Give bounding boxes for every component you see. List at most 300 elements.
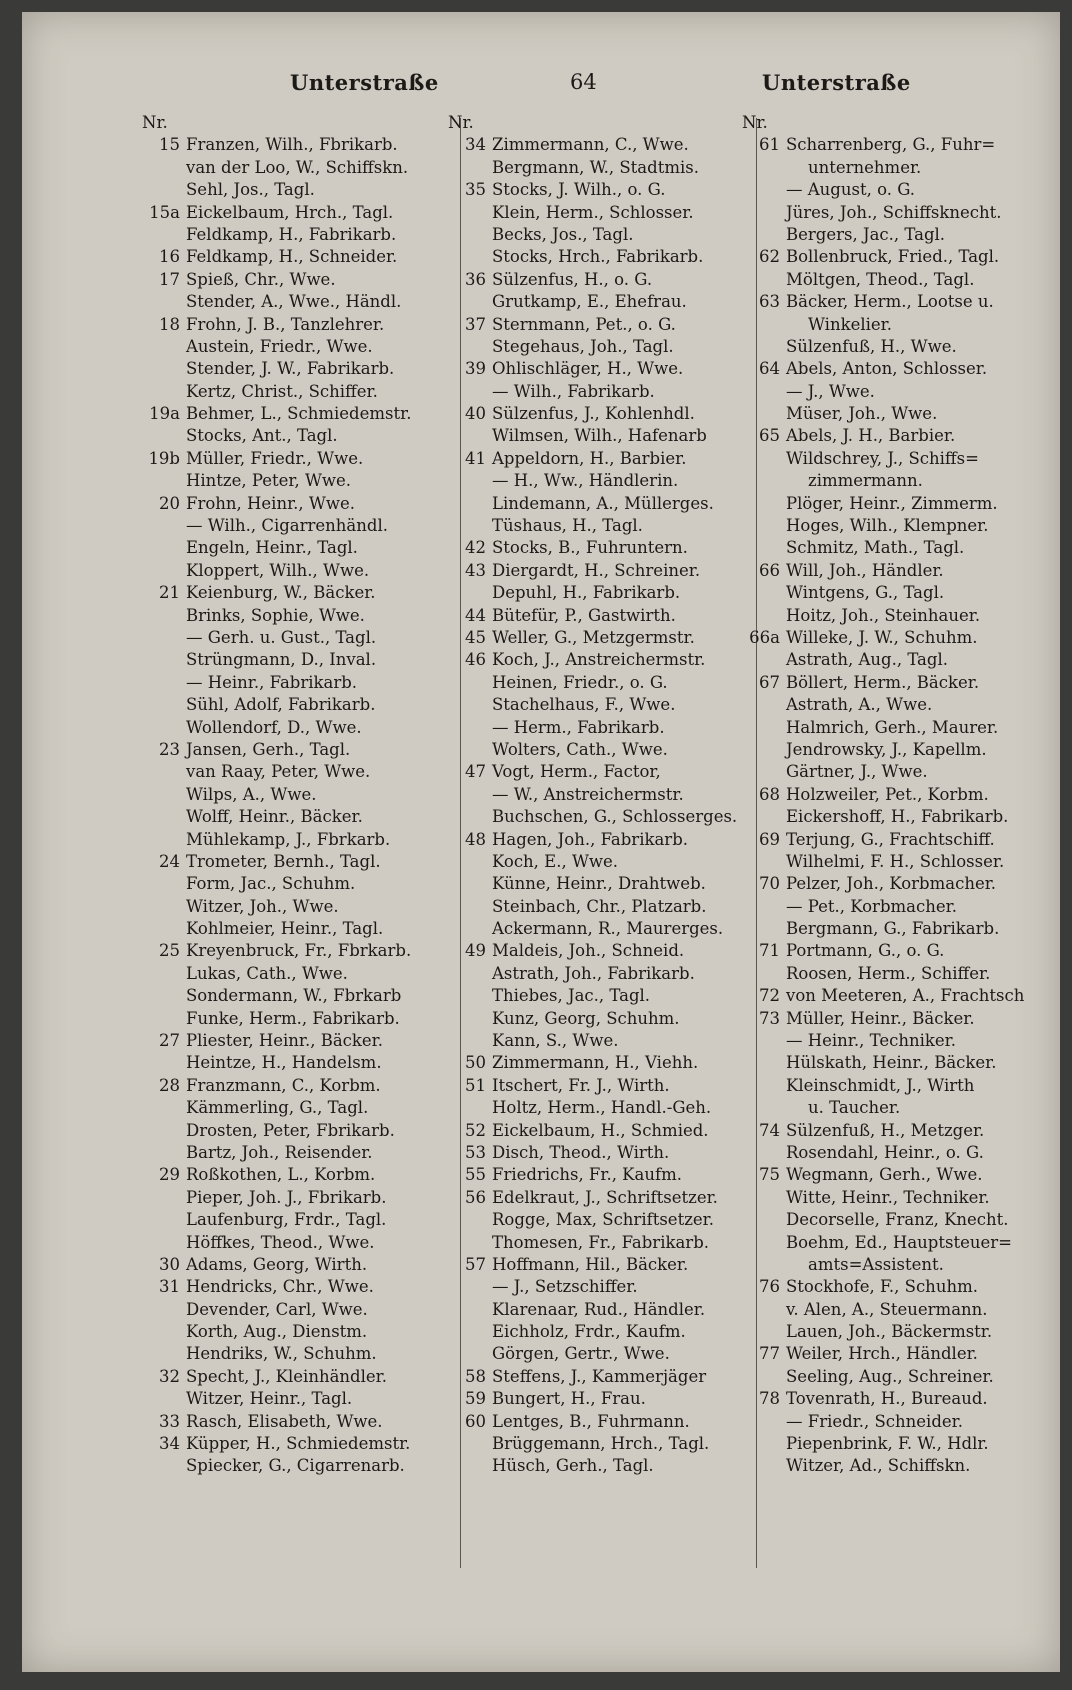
resident-entry: Böllert, Herm., Bäcker.: [786, 672, 980, 692]
directory-entry: [142, 605, 462, 627]
house-number: [742, 1411, 786, 1433]
resident-entry: Sternmann, Pet., o. G.: [492, 314, 676, 334]
resident-entry: Bäcker, Herm., Lootse u.: [786, 292, 994, 312]
directory-entry: [742, 448, 1062, 470]
house-number: 56: [465, 1187, 486, 1207]
house-number: [142, 605, 186, 627]
resident-entry: Jüres, Joh., Schiffsknecht.: [786, 202, 1002, 222]
directory-entry: [448, 627, 766, 649]
resident-entry: Plöger, Heinr., Zimmerm.: [786, 493, 998, 513]
directory-entry: [448, 246, 766, 268]
house-number: [448, 1008, 492, 1030]
resident-entry: Eickelbaum, Hrch., Tagl.: [186, 202, 394, 222]
resident-entry: Hüsch, Gerh., Tagl.: [492, 1456, 654, 1476]
house-number: 58: [465, 1366, 486, 1386]
resident-entry: Hülskath, Heinr., Bäcker.: [786, 1053, 997, 1073]
resident-entry: Bergmann, W., Stadtmis.: [492, 157, 699, 177]
resident-entry: Form, Jac., Schuhm.: [186, 874, 356, 894]
house-number: [142, 1209, 186, 1231]
directory-entry: [742, 672, 1062, 694]
resident-entry: unternehmer.: [808, 157, 922, 177]
resident-entry: Sühl, Adolf, Fabrikarb.: [186, 695, 376, 715]
house-number: [142, 1232, 186, 1254]
house-number: [742, 649, 786, 671]
house-number: 36: [465, 269, 486, 289]
resident-entry: Wildschrey, J., Schiffs=: [786, 448, 979, 468]
resident-entry: Koch, J., Anstreichermstr.: [492, 650, 706, 670]
resident-entry: Lauen, Joh., Bäckermstr.: [786, 1322, 993, 1342]
directory-entry: [448, 157, 766, 179]
directory-entry: [448, 784, 766, 806]
directory-entry: [142, 537, 462, 559]
directory-entry: [742, 1411, 1062, 1433]
house-number: 52: [465, 1120, 486, 1140]
directory-entry: [448, 829, 766, 851]
directory-entry: [742, 1433, 1062, 1455]
house-number: [448, 1433, 492, 1455]
resident-entry: — W., Anstreichermstr.: [492, 784, 684, 804]
house-number: 70: [759, 874, 780, 894]
directory-entry: [742, 582, 1062, 604]
directory-entry: [448, 1411, 766, 1433]
house-number: 24: [159, 851, 180, 871]
house-number: [448, 963, 492, 985]
resident-entry: Kreyenbruck, Fr., Fbrkarb.: [186, 941, 412, 961]
house-number: 77: [759, 1344, 780, 1364]
house-number: [742, 493, 786, 515]
directory-entry: [448, 605, 766, 627]
resident-entry: Hagen, Joh., Fabrikarb.: [492, 829, 689, 849]
house-number: [448, 515, 492, 537]
directory-entry: [142, 1411, 462, 1433]
resident-entry: Eichholz, Frdr., Kaufm.: [492, 1322, 686, 1342]
resident-entry: Hendriks, W., Schuhm.: [186, 1344, 377, 1364]
resident-entry: Klein, Herm., Schlosser.: [492, 202, 694, 222]
house-number: [142, 985, 186, 1007]
resident-entry: Itschert, Fr. J., Wirth.: [492, 1075, 670, 1095]
directory-entry: [142, 179, 462, 201]
directory-entry: [142, 202, 462, 224]
directory-entry: [742, 381, 1062, 403]
house-number: [742, 1097, 786, 1119]
directory-entry: [742, 1232, 1062, 1254]
resident-entry: Sülzenfuß, H., Metzger.: [786, 1120, 985, 1140]
house-number: [448, 582, 492, 604]
resident-entry: — Heinr., Fabrikarb.: [186, 672, 358, 692]
house-number: [142, 515, 186, 537]
house-number: 60: [465, 1411, 486, 1431]
resident-entry: Rasch, Elisabeth, Wwe.: [186, 1411, 383, 1431]
directory-entry: [142, 1232, 462, 1254]
directory-entry: [742, 246, 1062, 268]
directory-entry: [742, 1075, 1062, 1097]
house-number: [142, 1142, 186, 1164]
house-number: 45: [465, 627, 486, 647]
house-number: [142, 1187, 186, 1209]
house-number: [142, 358, 186, 380]
resident-entry: Friedrichs, Fr., Kaufm.: [492, 1165, 682, 1185]
house-number: [742, 896, 786, 918]
house-number: [142, 717, 186, 739]
resident-entry: Feldkamp, H., Schneider.: [186, 247, 398, 267]
directory-entry: [142, 806, 462, 828]
resident-entry: Sehl, Jos., Tagl.: [186, 180, 315, 200]
house-number: [742, 1455, 786, 1477]
house-number: [448, 1276, 492, 1298]
resident-entry: Devender, Carl, Wwe.: [186, 1299, 368, 1319]
resident-entry: Zimmermann, H., Viehh.: [492, 1053, 699, 1073]
house-number: 44: [465, 605, 486, 625]
directory-entry: [142, 851, 462, 873]
house-number: 25: [159, 941, 180, 961]
resident-entry: Stachelhaus, F., Wwe.: [492, 695, 676, 715]
directory-entry: [742, 269, 1062, 291]
resident-entry: Höffkes, Theod., Wwe.: [186, 1232, 375, 1252]
directory-entry: [142, 1052, 462, 1074]
house-number: [142, 784, 186, 806]
resident-entry: amts=Assistent.: [808, 1254, 944, 1274]
house-number: [448, 1232, 492, 1254]
resident-entry: Müller, Friedr., Wwe.: [186, 448, 364, 468]
directory-entry: [142, 627, 462, 649]
resident-entry: Appeldorn, H., Barbier.: [492, 448, 687, 468]
directory-entry: [448, 314, 766, 336]
house-number: 39: [465, 359, 486, 379]
resident-entry: Lindemann, A., Müllerges.: [492, 493, 714, 513]
resident-entry: — J., Setzschiffer.: [492, 1277, 638, 1297]
resident-entry: Wilmsen, Wilh., Hafenarb: [492, 426, 707, 446]
resident-entry: Halmrich, Gerh., Maurer.: [786, 717, 999, 737]
directory-entry: [142, 1008, 462, 1030]
directory-entry: [448, 582, 766, 604]
resident-entry: Stockhofe, F., Schuhm.: [786, 1277, 978, 1297]
house-number: 61: [759, 135, 780, 155]
house-number: [742, 336, 786, 358]
house-number: 73: [759, 1008, 780, 1028]
directory-entry: [742, 1187, 1062, 1209]
house-number: [142, 470, 186, 492]
resident-entry: — J., Wwe.: [786, 381, 875, 401]
resident-entry: Boehm, Ed., Hauptsteuer=: [786, 1232, 1012, 1252]
directory-entry: [742, 649, 1062, 671]
resident-entry: Witzer, Heinr., Tagl.: [186, 1389, 353, 1409]
directory-entry: [448, 1343, 766, 1365]
resident-entry: Zimmermann, C., Wwe.: [492, 135, 689, 155]
directory-entry: [142, 672, 462, 694]
directory-entry: [448, 470, 766, 492]
resident-entry: Sülzenfuß, H., Wwe.: [786, 336, 957, 356]
directory-entry: [742, 1097, 1062, 1119]
directory-entry: [742, 560, 1062, 582]
resident-entry: Stender, J. W., Fabrikarb.: [186, 359, 395, 379]
house-number: [448, 224, 492, 246]
directory-entry: [448, 1075, 766, 1097]
resident-entry: Sülzenfus, J., Kohlenhdl.: [492, 404, 695, 424]
resident-entry: Ackermann, R., Maurerges.: [492, 919, 724, 939]
directory-entry: [742, 896, 1062, 918]
directory-entry: [742, 1366, 1062, 1388]
directory-entry: [742, 224, 1062, 246]
resident-entry: Feldkamp, H., Fabrikarb.: [186, 224, 397, 244]
resident-entry: Maldeis, Joh., Schneid.: [492, 941, 685, 961]
directory-entry: [448, 1187, 766, 1209]
resident-entry: van der Loo, W., Schiffskn.: [186, 157, 409, 177]
resident-entry: Koch, E., Wwe.: [492, 851, 619, 871]
directory-entry: [742, 1209, 1062, 1231]
house-number: [742, 851, 786, 873]
directory-entry: [142, 1075, 462, 1097]
resident-entry: Möltgen, Theod., Tagl.: [786, 269, 975, 289]
column-nr-label: Nr.: [142, 113, 168, 132]
house-number: 78: [759, 1389, 780, 1409]
house-number: 29: [159, 1165, 180, 1185]
directory-entry: [448, 336, 766, 358]
resident-entry: Spieß, Chr., Wwe.: [186, 269, 336, 289]
directory-entry: [742, 1276, 1062, 1298]
directory-entry: [142, 717, 462, 739]
house-number: 63: [759, 292, 780, 312]
resident-entry: Astrath, Aug., Tagl.: [786, 650, 948, 670]
directory-entry: [448, 761, 766, 783]
house-number: 53: [465, 1142, 486, 1162]
resident-entry: Bungert, H., Frau.: [492, 1389, 646, 1409]
directory-entry: [142, 1164, 462, 1186]
directory-entry: [448, 537, 766, 559]
directory-entry: [448, 381, 766, 403]
resident-entry: Witte, Heinr., Techniker.: [786, 1187, 990, 1207]
house-number: [742, 157, 786, 179]
directory-entry: [142, 985, 462, 1007]
house-number: [448, 918, 492, 940]
directory-entry: [142, 1455, 462, 1477]
house-number: [448, 1030, 492, 1052]
directory-entry: [448, 1254, 766, 1276]
directory-entry: [448, 515, 766, 537]
resident-entry: Grutkamp, E., Ehefrau.: [492, 292, 687, 312]
resident-entry: Lukas, Cath., Wwe.: [186, 963, 348, 983]
directory-entry: [448, 1030, 766, 1052]
house-number: [742, 515, 786, 537]
house-number: 46: [465, 650, 486, 670]
resident-entry: Görgen, Gertr., Wwe.: [492, 1344, 670, 1364]
directory-entry: [448, 1388, 766, 1410]
house-number: 71: [759, 941, 780, 961]
house-number: [142, 1097, 186, 1119]
directory-entry: [742, 403, 1062, 425]
house-number: [142, 896, 186, 918]
resident-entry: Witzer, Joh., Wwe.: [186, 896, 339, 916]
house-number: [142, 381, 186, 403]
resident-entry: Franzmann, C., Korbm.: [186, 1075, 381, 1095]
house-number: [142, 425, 186, 447]
house-number: 68: [759, 784, 780, 804]
resident-entry: Sülzenfus, H., o. G.: [492, 269, 653, 289]
resident-entry: Willeke, J. W., Schuhm.: [786, 627, 978, 647]
resident-entry: Stocks, B., Fuhruntern.: [492, 538, 688, 558]
house-number: [742, 1187, 786, 1209]
house-number: [448, 425, 492, 447]
house-number: [142, 672, 186, 694]
directory-entry: [448, 806, 766, 828]
house-number: [448, 1299, 492, 1321]
house-number: [742, 761, 786, 783]
directory-entry: [742, 1388, 1062, 1410]
resident-entry: Thomesen, Fr., Fabrikarb.: [492, 1232, 710, 1252]
house-number: 66: [759, 560, 780, 580]
resident-entry: Will, Joh., Händler.: [786, 560, 944, 580]
directory-entry: [742, 515, 1062, 537]
house-number: [742, 1075, 786, 1097]
house-number: 75: [759, 1165, 780, 1185]
house-number: 74: [759, 1120, 780, 1140]
house-number: 20: [159, 493, 180, 513]
house-number: [142, 873, 186, 895]
house-number: [142, 1299, 186, 1321]
directory-entry: [142, 1343, 462, 1365]
house-number: [142, 806, 186, 828]
directory-entry: [742, 940, 1062, 962]
house-number: 64: [759, 359, 780, 379]
house-number: [448, 873, 492, 895]
house-number: 37: [465, 314, 486, 334]
directory-entry: [448, 1142, 766, 1164]
house-number: [142, 627, 186, 649]
resident-entry: Gärtner, J., Wwe.: [786, 762, 928, 782]
house-number: [448, 739, 492, 761]
house-number: [448, 246, 492, 268]
resident-entry: Engeln, Heinr., Tagl.: [186, 538, 358, 558]
house-number: 18: [159, 314, 180, 334]
resident-entry: Müller, Heinr., Bäcker.: [786, 1008, 975, 1028]
directory-entry: [448, 179, 766, 201]
resident-entry: Ohlischläger, H., Wwe.: [492, 359, 684, 379]
directory-entry: [742, 1052, 1062, 1074]
resident-entry: Seeling, Aug., Schreiner.: [786, 1366, 994, 1386]
directory-entry: [142, 1187, 462, 1209]
house-number: [742, 269, 786, 291]
directory-entry: [742, 202, 1062, 224]
resident-entry: van Raay, Peter, Wwe.: [186, 762, 371, 782]
directory-entry: [142, 314, 462, 336]
resident-entry: von Meeteren, A., Frachtsch: [786, 986, 1025, 1006]
resident-entry: Wegmann, Gerh., Wwe.: [786, 1165, 983, 1185]
resident-entry: Künne, Heinr., Drahtweb.: [492, 874, 706, 894]
house-number: 59: [465, 1389, 486, 1409]
resident-entry: Franzen, Wilh., Fbrikarb.: [186, 135, 398, 155]
resident-entry: Jendrowsky, J., Kapellm.: [786, 739, 987, 759]
directory-entry: [742, 1030, 1062, 1052]
resident-entry: Wilps, A., Wwe.: [186, 784, 317, 804]
house-number: 35: [465, 180, 486, 200]
house-number: [448, 784, 492, 806]
house-number: 21: [159, 583, 180, 603]
house-number: [742, 582, 786, 604]
house-number: 16: [159, 247, 180, 267]
resident-entry: Roosen, Herm., Schiffer.: [786, 963, 991, 983]
house-number: [142, 157, 186, 179]
resident-entry: Tovenrath, H., Bureaud.: [786, 1389, 988, 1409]
resident-entry: Stender, A., Wwe., Händl.: [186, 292, 402, 312]
directory-entry: [142, 1388, 462, 1410]
directory-entry: [142, 1254, 462, 1276]
directory-entry: [742, 963, 1062, 985]
house-number: 34: [159, 1434, 180, 1454]
directory-entry: [742, 336, 1062, 358]
house-number: [142, 1008, 186, 1030]
directory-entry: [142, 448, 462, 470]
directory-entry: [142, 403, 462, 425]
house-number: [448, 694, 492, 716]
directory-entry: [742, 1299, 1062, 1321]
resident-entry: Decorselle, Franz, Knecht.: [786, 1210, 1009, 1230]
resident-entry: Keienburg, W., Bäcker.: [186, 583, 376, 603]
directory-entry: [448, 560, 766, 582]
directory-entry: [448, 1164, 766, 1186]
resident-entry: Hendricks, Chr., Wwe.: [186, 1277, 374, 1297]
resident-entry: Austein, Friedr., Wwe.: [186, 336, 373, 356]
house-number: [142, 761, 186, 783]
directory-entry: [742, 358, 1062, 380]
directory-entry: [742, 1343, 1062, 1365]
house-number: [742, 1366, 786, 1388]
directory-entry: [742, 717, 1062, 739]
resident-entry: Bartz, Joh., Reisender.: [186, 1142, 373, 1162]
house-number: 30: [159, 1254, 180, 1274]
directory-entry: [742, 694, 1062, 716]
resident-entry: Rogge, Max, Schriftsetzer.: [492, 1210, 714, 1230]
directory-entry: [742, 627, 1062, 649]
directory-entry: [742, 1120, 1062, 1142]
directory-entry: [142, 1433, 462, 1455]
resident-entry: Stegehaus, Joh., Tagl.: [492, 336, 674, 356]
house-number: [742, 1030, 786, 1052]
directory-entry: [142, 784, 462, 806]
house-number: [742, 403, 786, 425]
directory-entry: [448, 448, 766, 470]
resident-entry: Trometer, Bernh., Tagl.: [186, 851, 381, 871]
directory-entry: [448, 1455, 766, 1477]
resident-entry: Bergmann, G., Fabrikarb.: [786, 919, 1000, 939]
resident-entry: Müser, Joh., Wwe.: [786, 404, 938, 424]
house-number: 23: [159, 739, 180, 759]
directory-entry: [448, 493, 766, 515]
directory-entry: [742, 179, 1062, 201]
resident-entry: Disch, Theod., Wirth.: [492, 1142, 670, 1162]
directory-entry: [142, 739, 462, 761]
resident-entry: — Herm., Fabrikarb.: [492, 717, 665, 737]
resident-entry: — August, o. G.: [786, 180, 916, 200]
directory-entry: [742, 1321, 1062, 1343]
house-number: [448, 806, 492, 828]
resident-entry: — Wilh., Fabrikarb.: [492, 381, 655, 401]
house-number: [742, 1142, 786, 1164]
resident-entry: Kohlmeier, Heinr., Tagl.: [186, 919, 384, 939]
directory-entry: [448, 918, 766, 940]
house-number: [742, 537, 786, 559]
directory-entry: [448, 1052, 766, 1074]
house-number: 65: [759, 426, 780, 446]
house-number: [448, 493, 492, 515]
house-number: [742, 1433, 786, 1455]
house-number: [448, 1321, 492, 1343]
house-number: [742, 918, 786, 940]
resident-entry: Heinen, Friedr., o. G.: [492, 672, 668, 692]
directory-entry: [142, 515, 462, 537]
directory-entry: [448, 851, 766, 873]
house-number: 27: [159, 1031, 180, 1051]
house-number: 72: [759, 986, 780, 1006]
resident-entry: Hintze, Peter, Wwe.: [186, 471, 352, 491]
